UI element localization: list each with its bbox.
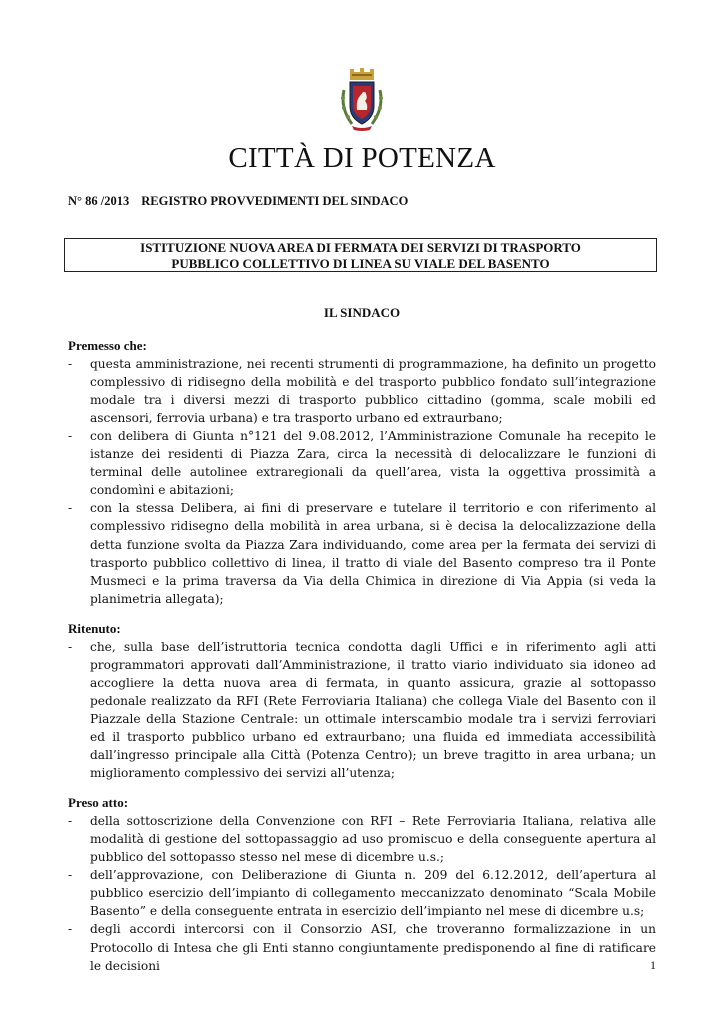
subject-line-1: ISTITUZIONE NUOVA AREA DI FERMATA DEI SERVIZI DI TRASPORTO bbox=[140, 240, 581, 255]
bullet-dash: - bbox=[68, 357, 73, 372]
subject-box bbox=[64, 238, 657, 272]
list-item bbox=[68, 427, 656, 499]
list-item-text: che, sulla base dell’istruttoria tecnica condotta dagli Uffici e in riferimento agli atti programmatori approvati dall’Amministrazione, il tratto viario individuato sia idoneo ad accogliere la detta nuova area di fermata, in quanto assicura, grazie al sottopasso pedonale realizzato da RFI (Rete Ferroviaria Italiana) che collega Viale del Basento con il Piazzale della Stazione Centrale: un ottimale interscambio modale tra i servizi ferroviari ed il trasporto pubblico urbano ed extraurbano; una fluida ed immediata accessibilità dall’ingresso principale alla Città (Potenza Centro); un breve tragitto in area urbana; un miglioramento complessivo dei servizi all’utenza; bbox=[90, 639, 656, 781]
list-item bbox=[68, 638, 656, 782]
list-item-text: dell’approvazione, con Deliberazione di Giunta n. 209 del 6.12.2012, dell’apertura al pubblico esercizio dell’impianto di collegamento meccanizzato denominato “Scala Mobile Basento” e della conseguente entrata in esercizio dell’impianto nel mese di dicembre u.s; bbox=[90, 868, 656, 919]
bullet-dash: - bbox=[68, 501, 73, 516]
city-coat-of-arms-icon bbox=[338, 68, 386, 132]
list-item-text: della sottoscrizione della Convenzione con RFI – Rete Ferroviaria Italiana, relativa alle modalità di gestione del sottopassaggio ad uso promiscuo e della conseguente apertura al pubblico del sottopasso stesso nel mese di dicembre u.s.; bbox=[90, 814, 656, 865]
bullet-dash: - bbox=[68, 814, 73, 829]
section-title-ritenuto: Ritenuto: bbox=[68, 620, 121, 636]
bullet-dash: - bbox=[68, 868, 73, 883]
registry-line bbox=[68, 193, 408, 209]
city-title: CITTÀ DI POTENZA bbox=[228, 142, 496, 174]
section-title-premesso: Premesso che: bbox=[68, 338, 147, 353]
list-item-text: con delibera di Giunta n°121 del 9.08.2012, l’Amministrazione Comunale ha recepito le istanze dei residenti di Piazza Zara, circa la necessità di delocalizzare le funzioni di terminal delle autolinee extraregionali da quell’area, vista la oggettiva prossimità a condomìni e abitazioni; bbox=[90, 429, 656, 498]
list-item-text: degli accordi intercorsi con il Consorzio ASI, che troveranno formalizzazione in un Protocollo di Intesa che gli Enti stanno congiuntamente predisponendo al fine di ratificare le decisioni bbox=[90, 922, 656, 973]
section-title-preso-atto: Preso atto: bbox=[68, 795, 129, 811]
bullet-dash: - bbox=[68, 922, 73, 937]
page-number: 1 bbox=[650, 958, 656, 972]
list-item bbox=[68, 866, 656, 920]
document-number: N° 86 /2013 bbox=[68, 194, 130, 208]
list-item bbox=[68, 812, 656, 866]
list-item-text: questa amministrazione, nei recenti strumenti di programmazione, ha definito un progetto complessivo di ridisegno della mobilità e del trasporto pubblico fondato sull’integrazione modale tra i diversi mezzi di trasporto pubblico cittadino (gomma, scale mobili ed ascensori, ferrovia urbana) e tra trasporto urbano ed extraurbano; bbox=[90, 357, 656, 426]
list-item bbox=[68, 920, 656, 974]
bullet-dash: - bbox=[68, 639, 73, 654]
bullet-dash: - bbox=[68, 429, 73, 444]
subject-line-2: PUBBLICO COLLETTIVO DI LINEA SU VIALE DEL BASENTO bbox=[171, 256, 550, 271]
list-item bbox=[68, 355, 656, 427]
registry-label: REGISTRO PROVVEDIMENTI DEL SINDACO bbox=[141, 194, 409, 208]
list-item-text: con la stessa Delibera, ai fini di preservare e tutelare il territorio e con riferimento al complessivo ridisegno della mobilità in area urbana, si è decisa la delocalizzazione della detta funzione svolta da Piazza Zara individuando, come area per la fermata dei servizi di trasporto pubblico collettivo di linea, il tratto di viale del Basento compreso tra il Ponte Musmeci e la prima traversa da Via della Chimica in direzione di Via Appia (si veda la planimetria allegata); bbox=[90, 501, 656, 606]
section-heading-il-sindaco: IL SINDACO bbox=[323, 305, 401, 320]
list-item bbox=[68, 499, 656, 607]
document-body bbox=[68, 337, 656, 975]
